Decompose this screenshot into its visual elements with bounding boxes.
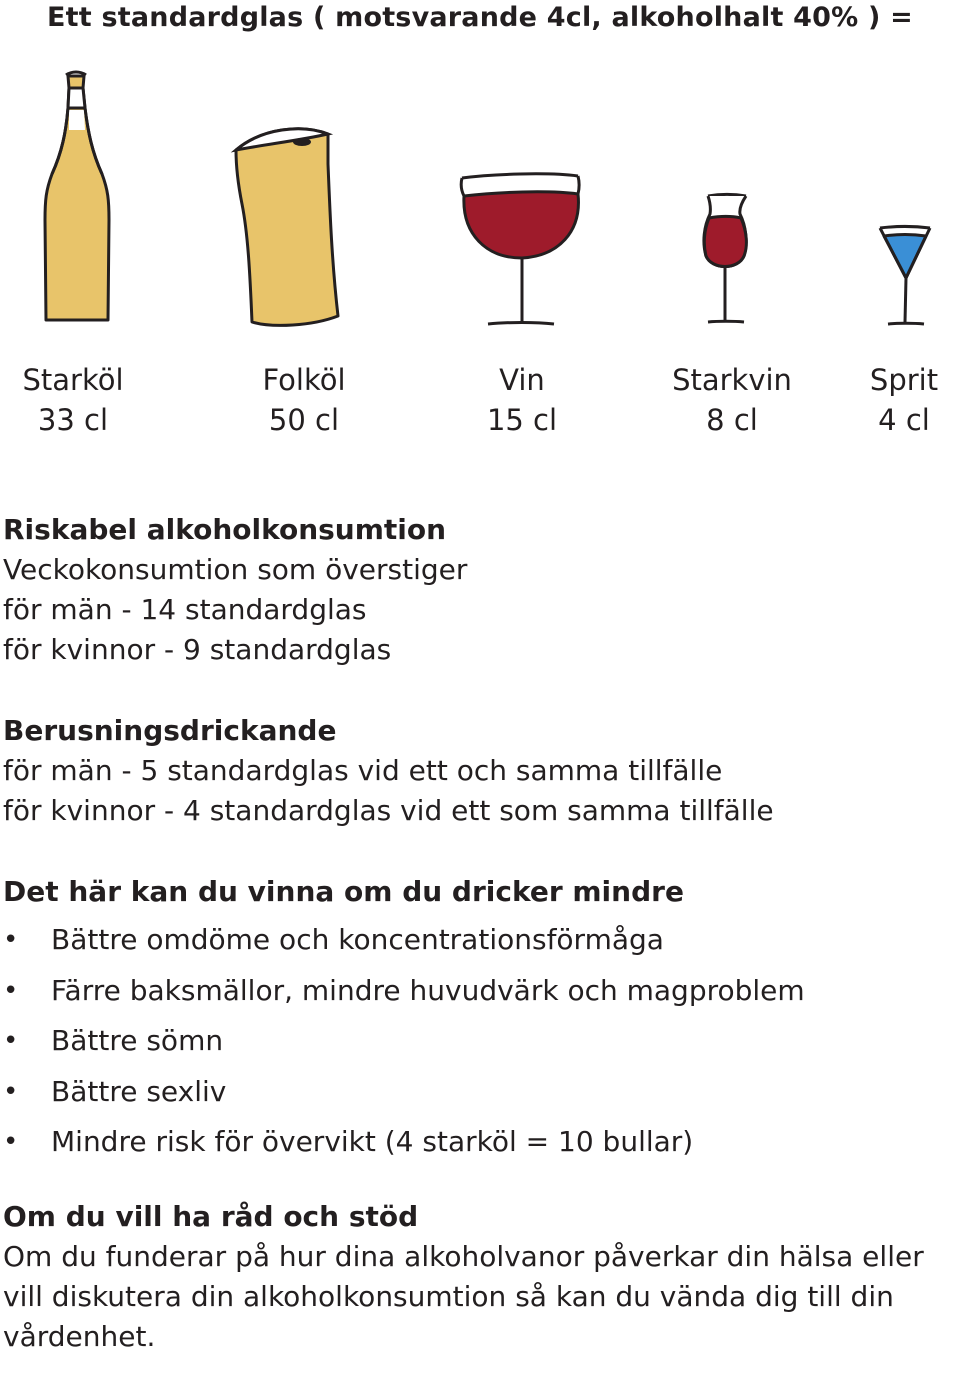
section-heading: Berusningsdrickande [3,714,337,747]
section-line: Veckokonsumtion som överstiger [3,553,468,586]
drink-name: Folköl [262,363,346,397]
benefits-section [3,872,958,1168]
drink-label-starkvin [672,360,792,440]
list-item: • Bättre omdöme och koncentrationsförmåga [3,915,958,966]
binge-drinking-section [3,711,958,831]
section-heading: Riskabel alkoholkonsumtion [3,513,447,546]
wine-glass-icon [458,172,584,330]
list-item: • Bättre sömn [3,1016,958,1067]
list-item: • Mindre risk för övervikt (4 starköl = 10 bullar) [3,1117,958,1168]
drink-volume: 4 cl [878,403,930,437]
drink-labels [0,360,960,450]
section-line: för kvinnor - 4 standardglas vid ett som samma tillfälle [3,794,774,827]
drink-illustrations [0,60,960,340]
section-line: för män - 5 standardglas vid ett och samma tillfälle [3,754,723,787]
fortified-wine-glass-icon [700,192,752,330]
drink-name: Vin [499,363,545,397]
list-item: • Bättre sexliv [3,1067,958,1118]
section-line: för män - 14 standardglas [3,593,367,626]
drink-volume: 50 cl [268,403,340,437]
section-heading: Det här kan du vinna om du dricker mindre [3,875,684,908]
benefits-list [3,915,958,1168]
section-line: för kvinnor - 9 standardglas [3,633,392,666]
drink-label-vin [487,360,557,440]
beer-can-icon [232,124,344,330]
spirit-glass-icon [876,222,934,332]
drink-volume: 33 cl [37,403,109,437]
drink-label-folkol [262,360,345,440]
drink-volume: 15 cl [486,403,558,437]
drink-label-starkol [22,360,123,440]
info-content [3,510,958,1398]
drink-label-sprit [870,360,938,440]
section-heading: Om du vill ha råd och stöd [3,1199,419,1233]
drink-name: Starkvin [672,363,792,397]
drink-volume: 8 cl [706,403,758,437]
support-text: Om du funderar på hur dina alkoholvanor påverkar din hälsa eller vill diskutera din alkoholkonsumtion så kan du vända dig till din vårdenhet. [3,1239,924,1353]
drink-name: Starköl [22,363,124,397]
support-section [3,1197,958,1357]
beer-bottle-icon [38,70,114,328]
page-title: Ett standardglas ( motsvarande 4cl, alkoholhalt 40% ) = [47,2,913,33]
risky-consumption-section [3,510,958,670]
list-item: • Färre baksmällor, mindre huvudvärk och magproblem [3,966,958,1017]
drink-name: Sprit [869,363,939,397]
